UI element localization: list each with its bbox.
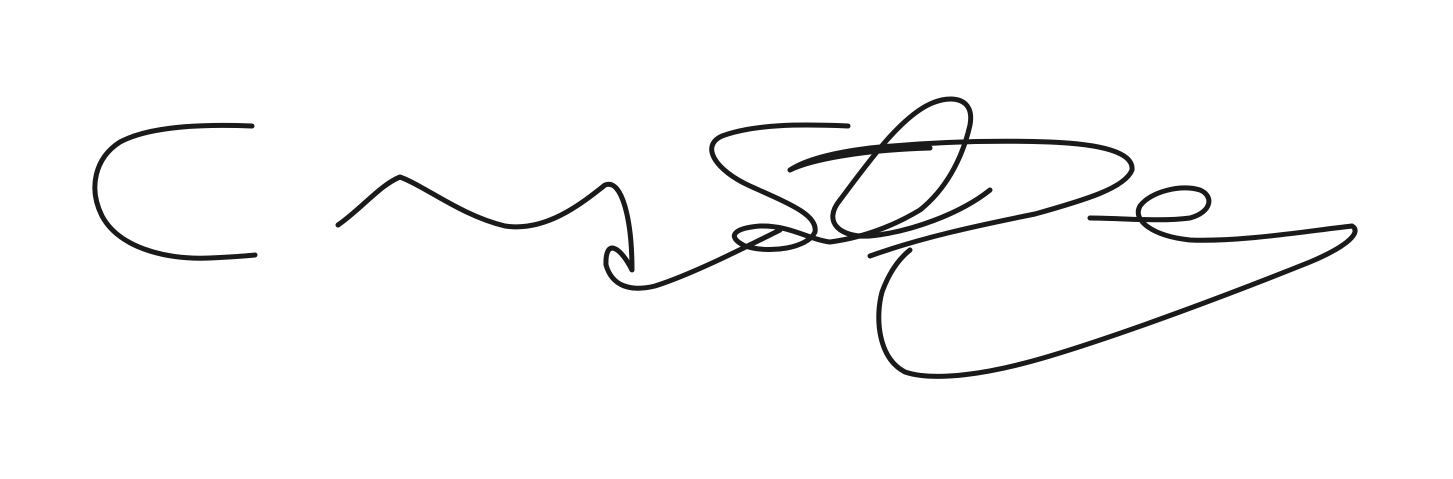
signature-stroke-loops — [712, 99, 990, 250]
signature-stroke-wave — [338, 177, 780, 288]
signature-stroke-c — [95, 125, 255, 258]
